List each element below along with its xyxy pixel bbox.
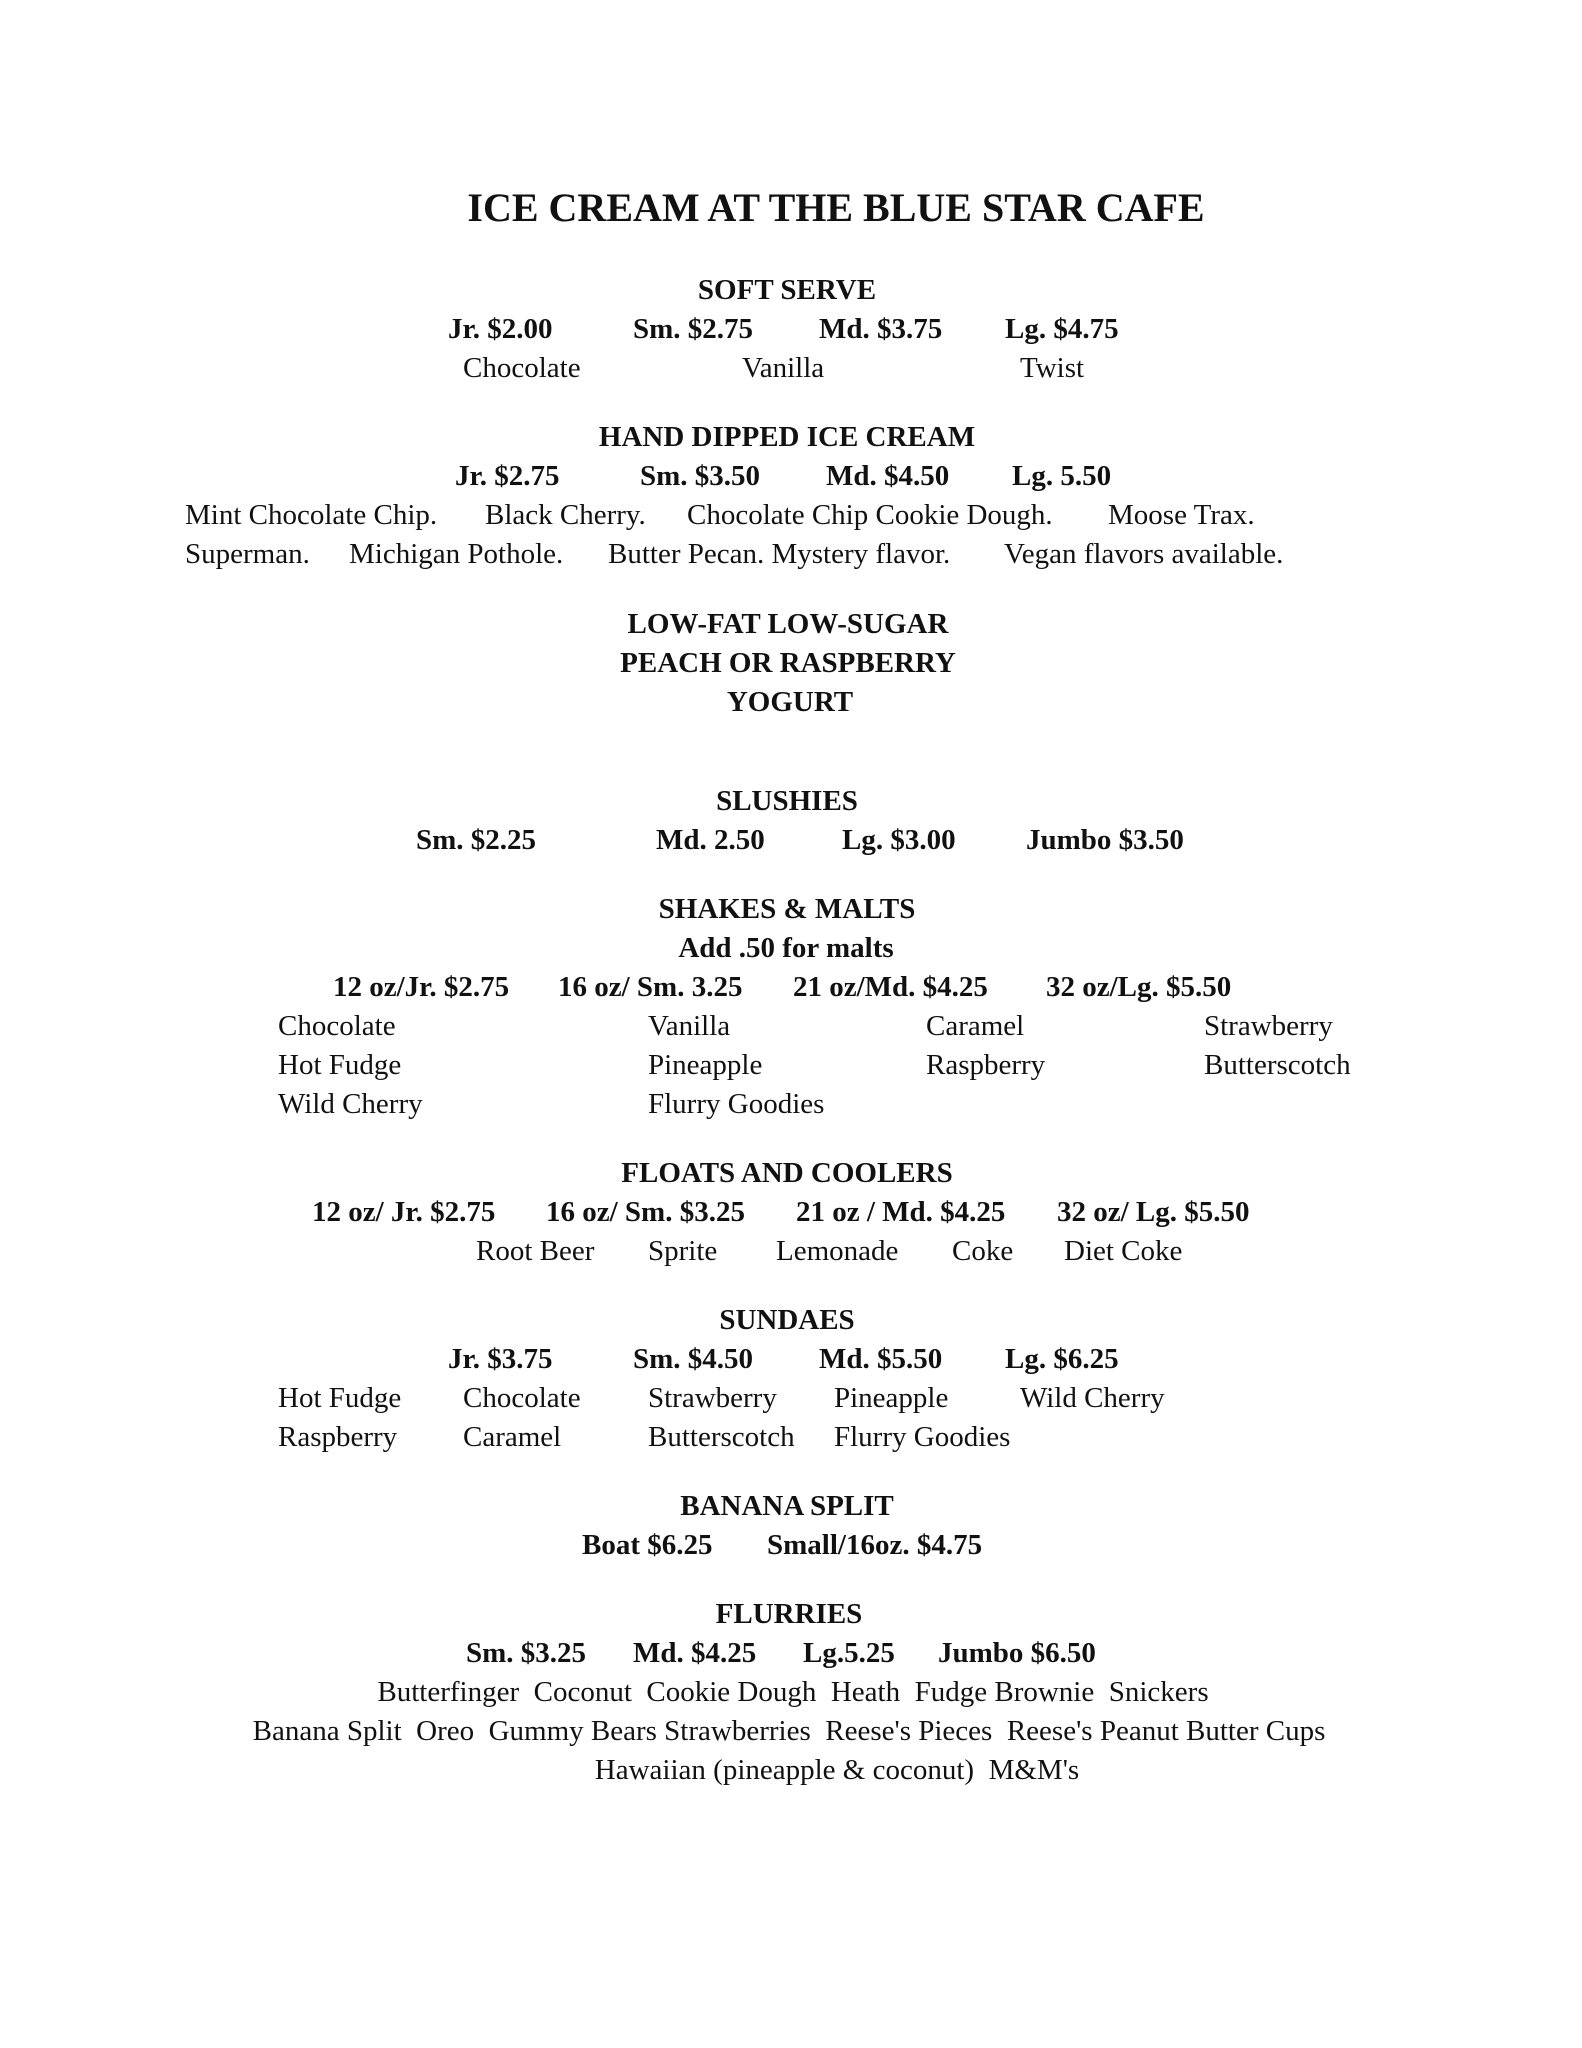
price-md: 21 oz/Md. $4.25 (793, 971, 988, 1003)
flavor-item: Lemonade (776, 1235, 899, 1267)
flavor-item: Raspberry (278, 1421, 398, 1453)
flavor-item: Chocolate (463, 1382, 581, 1414)
price-sm: Sm. $2.25 (416, 824, 537, 856)
flavor-item: Mint Chocolate Chip. (185, 499, 438, 531)
price-sm: Sm. $3.50 (640, 460, 761, 492)
flavor-item: Butterscotch (648, 1421, 795, 1453)
flavor-item: Chocolate Chip Cookie Dough. (687, 499, 1053, 531)
price-md: Md. $4.50 (826, 460, 950, 492)
price-jr: Jr. $2.75 (455, 460, 560, 492)
flavor-item: Flurry Goodies (648, 1088, 825, 1120)
price-small: Small/16oz. $4.75 (767, 1529, 983, 1561)
price-sm: Sm. $4.50 (633, 1343, 754, 1375)
flavor-item: Coke (952, 1235, 1014, 1267)
price-jr: Jr. $2.00 (448, 313, 553, 345)
price-lg: 32 oz/Lg. $5.50 (1046, 971, 1232, 1003)
flavor-item: Chocolate (278, 1010, 396, 1042)
flavor-item: Butterscotch (1204, 1049, 1351, 1081)
section-heading-floats: FLOATS AND COOLERS (621, 1157, 953, 1189)
flavor-item: Wild Cherry (1020, 1382, 1165, 1414)
flavor-item: Black Cherry. (485, 499, 646, 531)
price-jumbo: Jumbo $3.50 (1026, 824, 1184, 856)
price-lg: Lg. 5.50 (1012, 460, 1112, 492)
flavor-item: Caramel (463, 1421, 562, 1453)
price-lg: Lg. $4.75 (1005, 313, 1119, 345)
toppings-line: Hawaiian (pineapple & coconut) M&M's (594, 1754, 1080, 1786)
flavor-item: Michigan Pothole. (349, 538, 564, 570)
flavor-item: Diet Coke (1064, 1235, 1183, 1267)
flavor-item: Hot Fudge (278, 1049, 402, 1081)
flavor-item: Flurry Goodies (834, 1421, 1011, 1453)
menu-title: ICE CREAM AT THE BLUE STAR CAFE (467, 185, 1205, 230)
section-heading-sundaes: SUNDAES (719, 1304, 855, 1336)
section-heading-yogurt: LOW-FAT LOW-SUGAR (627, 608, 949, 640)
flavor-item: Superman. (185, 538, 310, 570)
flavor-item: Vegan flavors available. (1004, 538, 1284, 570)
price-lg: Lg. $3.00 (842, 824, 956, 856)
flavor-item: Vanilla (742, 352, 825, 384)
toppings-line: Butterfinger Coconut Cookie Dough Heath Fudge Brownie Snickers (377, 1676, 1209, 1708)
section-heading-yogurt: PEACH OR RASPBERRY (620, 647, 956, 679)
section-heading-yogurt: YOGURT (726, 686, 854, 718)
section-heading-hand-dipped: HAND DIPPED ICE CREAM (598, 421, 976, 453)
price-lg: Lg. $6.25 (1005, 1343, 1119, 1375)
price-sm: Sm. $2.75 (633, 313, 754, 345)
flavor-item: Moose Trax. (1108, 499, 1255, 531)
section-heading-flurries: FLURRIES (715, 1598, 863, 1630)
section-heading-slushies: SLUSHIES (716, 785, 858, 817)
flavor-item: Pineapple (648, 1049, 763, 1081)
flavor-item: Strawberry (1204, 1010, 1333, 1042)
price-lg: 32 oz/ Lg. $5.50 (1057, 1196, 1250, 1228)
price-jumbo: Jumbo $6.50 (938, 1637, 1096, 1669)
section-heading-soft-serve: SOFT SERVE (697, 274, 877, 306)
flavor-item: Root Beer (476, 1235, 595, 1267)
flavor-item: Wild Cherry (278, 1088, 423, 1120)
price-lg: Lg.5.25 (803, 1637, 895, 1669)
toppings-line: Banana Split Oreo Gummy Bears Strawberries Reese's Pieces Reese's Peanut Butter Cups (252, 1715, 1326, 1747)
flavor-item: Hot Fudge (278, 1382, 402, 1414)
section-heading-banana-split: BANANA SPLIT (680, 1490, 894, 1522)
price-jr: 12 oz/ Jr. $2.75 (312, 1196, 496, 1228)
flavor-item: Strawberry (648, 1382, 777, 1414)
price-md: Md. $4.25 (633, 1637, 757, 1669)
price-md: Md. $3.75 (819, 313, 943, 345)
price-md: Md. $5.50 (819, 1343, 943, 1375)
price-boat: Boat $6.25 (582, 1529, 713, 1561)
flavor-item: Pineapple (834, 1382, 949, 1414)
price-jr: Jr. $3.75 (448, 1343, 553, 1375)
section-heading-shakes: SHAKES & MALTS (658, 893, 916, 925)
flavor-item: Chocolate (463, 352, 581, 384)
price-sm: Sm. $3.25 (466, 1637, 587, 1669)
price-sm: 16 oz/ Sm. $3.25 (546, 1196, 745, 1228)
section-subheading-malts: Add .50 for malts (678, 932, 894, 964)
price-md: 21 oz / Md. $4.25 (796, 1196, 1006, 1228)
flavor-item: Raspberry (926, 1049, 1046, 1081)
flavor-item: Butter Pecan. Mystery flavor. (608, 538, 951, 570)
flavor-item: Caramel (926, 1010, 1025, 1042)
flavor-item: Vanilla (648, 1010, 731, 1042)
price-md: Md. 2.50 (656, 824, 765, 856)
flavor-item: Sprite (648, 1235, 718, 1267)
price-jr: 12 oz/Jr. $2.75 (333, 971, 510, 1003)
price-sm: 16 oz/ Sm. 3.25 (558, 971, 743, 1003)
flavor-item: Twist (1020, 352, 1085, 384)
